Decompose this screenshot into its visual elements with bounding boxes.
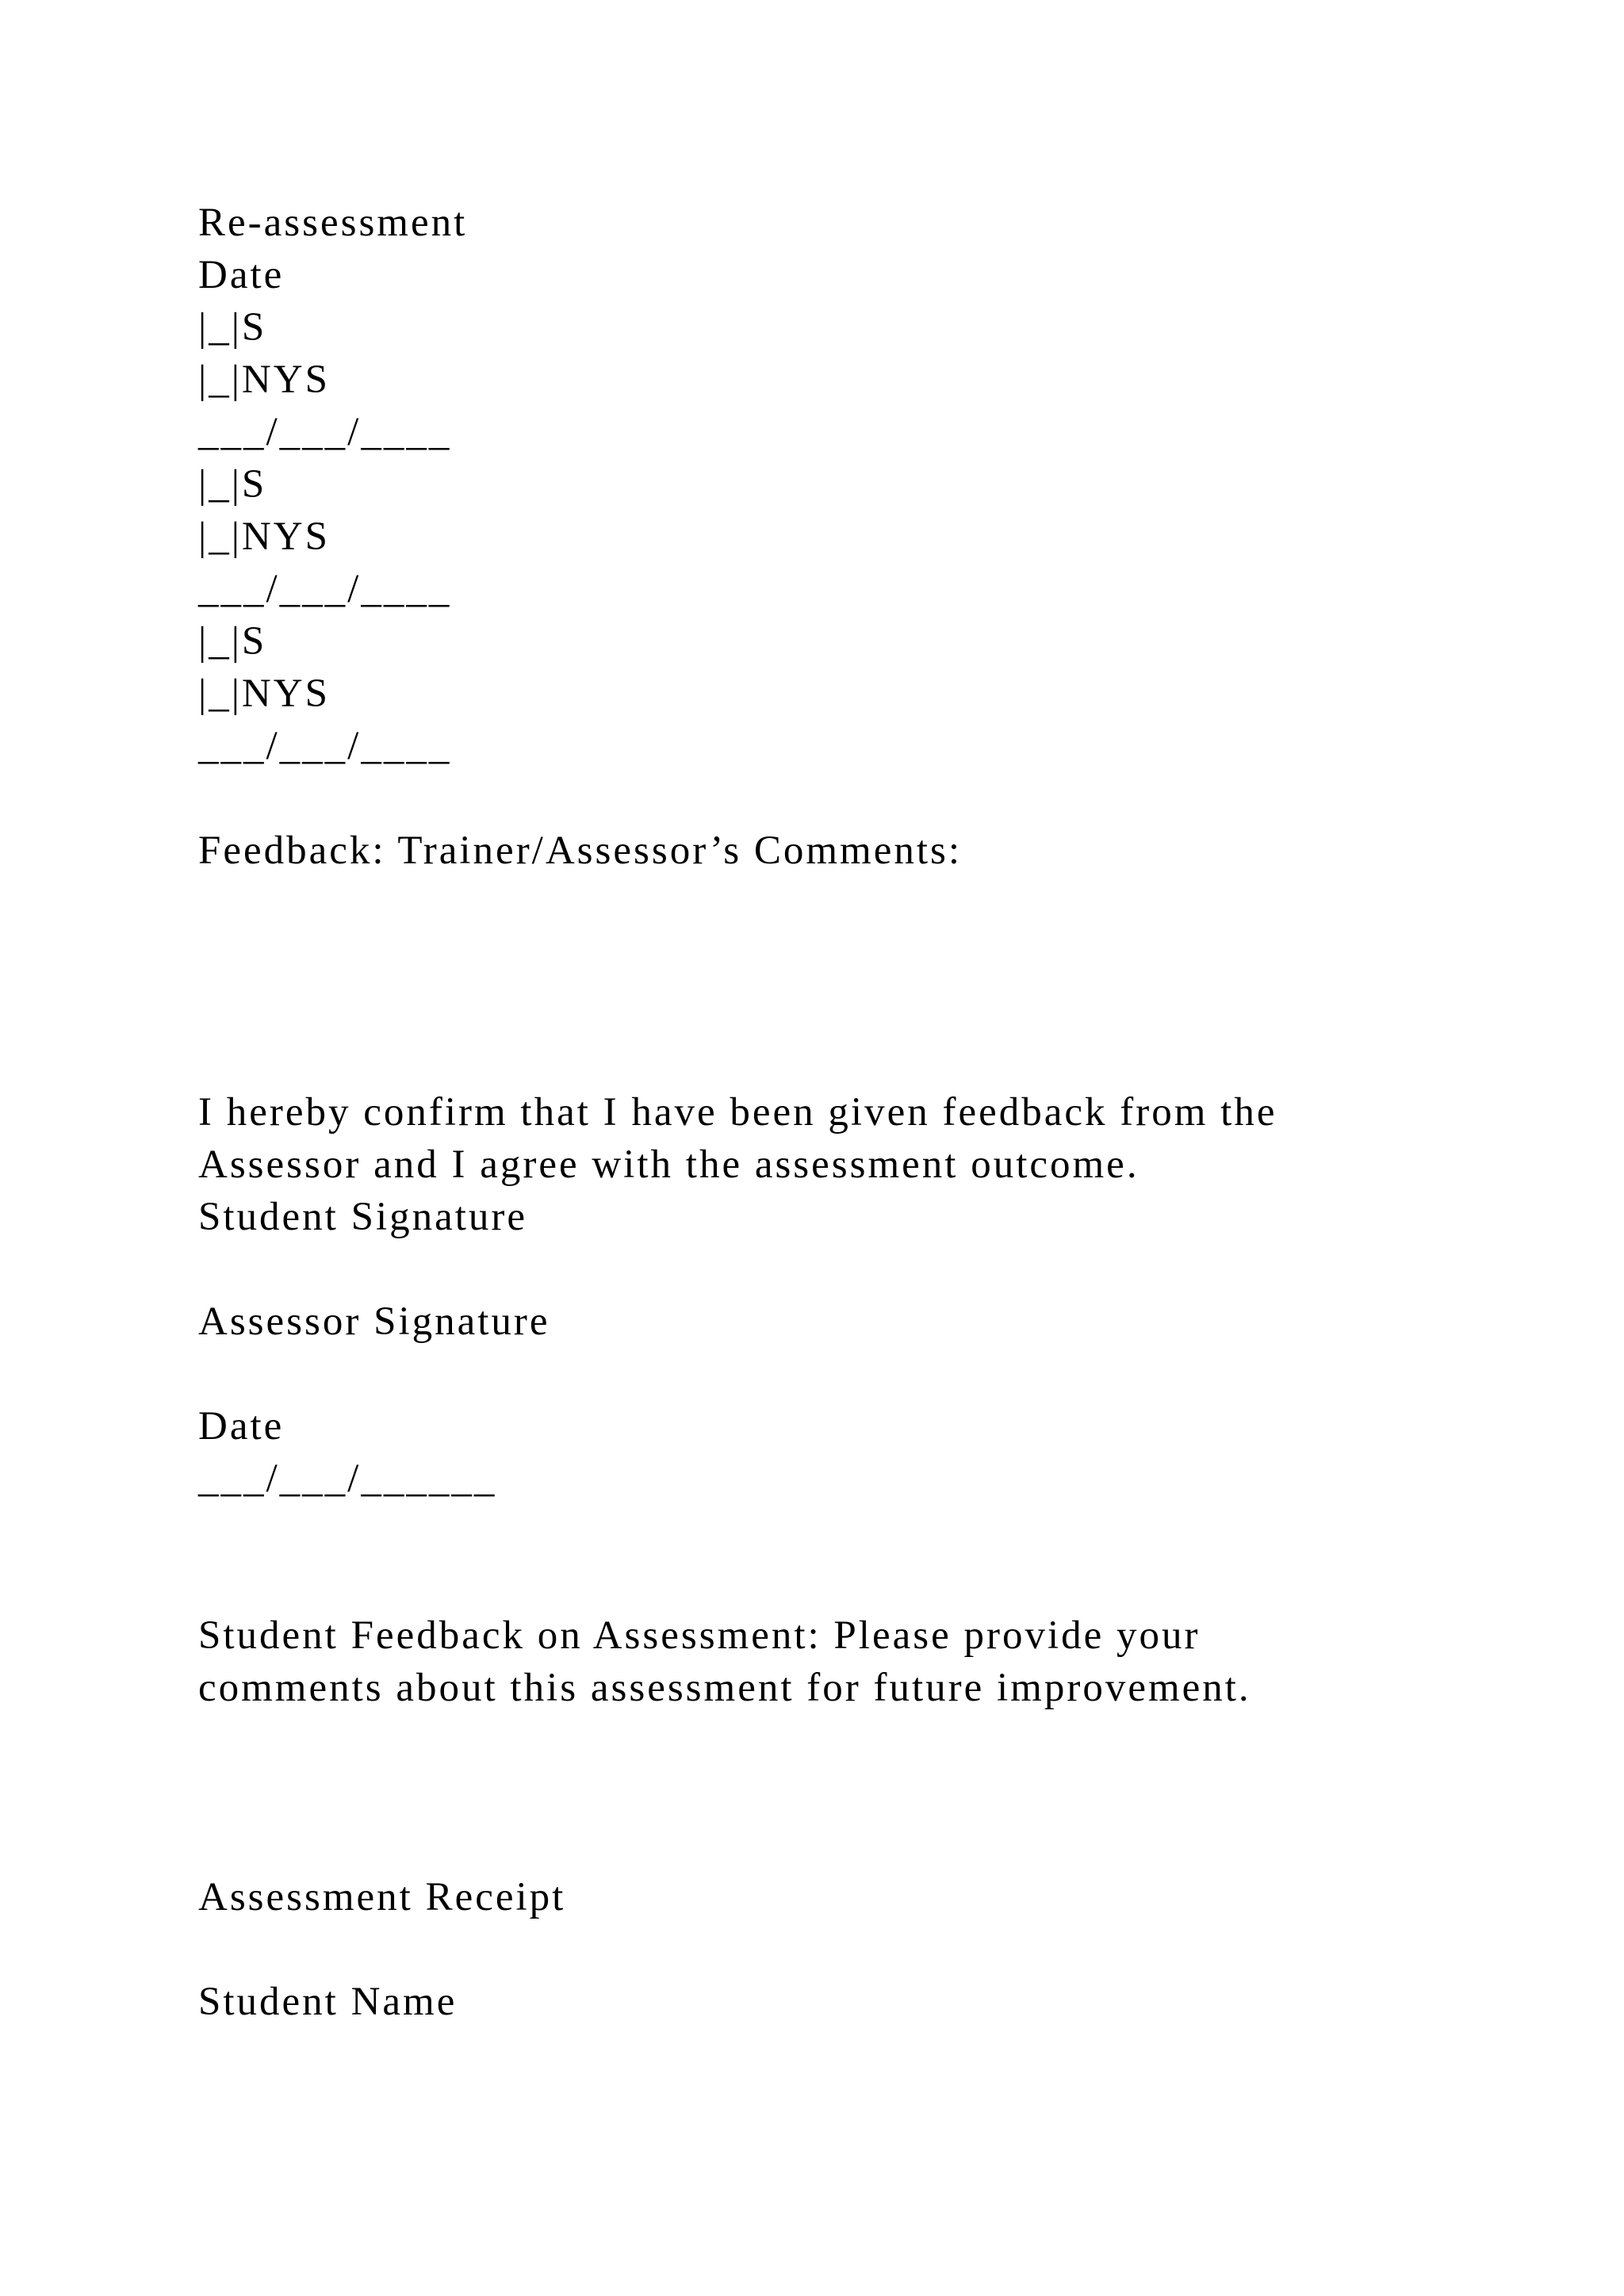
reassessment-heading: Re-assessment [198, 201, 468, 245]
student-name-label: Student Name [198, 1980, 458, 2024]
row-1-nys-checkbox: |_|NYS [198, 358, 330, 402]
row-2-nys-checkbox: |_|NYS [198, 515, 330, 559]
reassessment-date-label: Date [198, 253, 285, 297]
feedback-heading: Feedback: Trainer/Assessor’s Comments: [198, 828, 963, 873]
assessment-receipt-heading: Assessment Receipt [198, 1875, 566, 1919]
row-1-satisfactory-checkbox: |_|S [198, 305, 267, 350]
confirmation-line-2: Assessor and I agree with the assessment outcome. [198, 1142, 1139, 1187]
student-signature-label: Student Signature [198, 1195, 528, 1239]
student-feedback-line-2: comments about this assessment for future improvement. [198, 1666, 1251, 1710]
row-2-satisfactory-checkbox: |_|S [198, 462, 267, 507]
row-2-date-blank: ___/___/____ [198, 567, 452, 611]
row-3-nys-checkbox: |_|NYS [198, 672, 330, 716]
student-feedback-line-1: Student Feedback on Assessment: Please provide your [198, 1613, 1201, 1658]
confirmation-date-label: Date [198, 1404, 285, 1448]
assessor-signature-label: Assessor Signature [198, 1299, 550, 1344]
confirmation-date-blank: ___/___/______ [198, 1456, 497, 1501]
confirmation-line-1: I hereby confirm that I have been given feedback from the [198, 1090, 1277, 1135]
row-1-date-blank: ___/___/____ [198, 410, 452, 454]
row-3-date-blank: ___/___/____ [198, 724, 452, 768]
row-3-satisfactory-checkbox: |_|S [198, 619, 267, 664]
